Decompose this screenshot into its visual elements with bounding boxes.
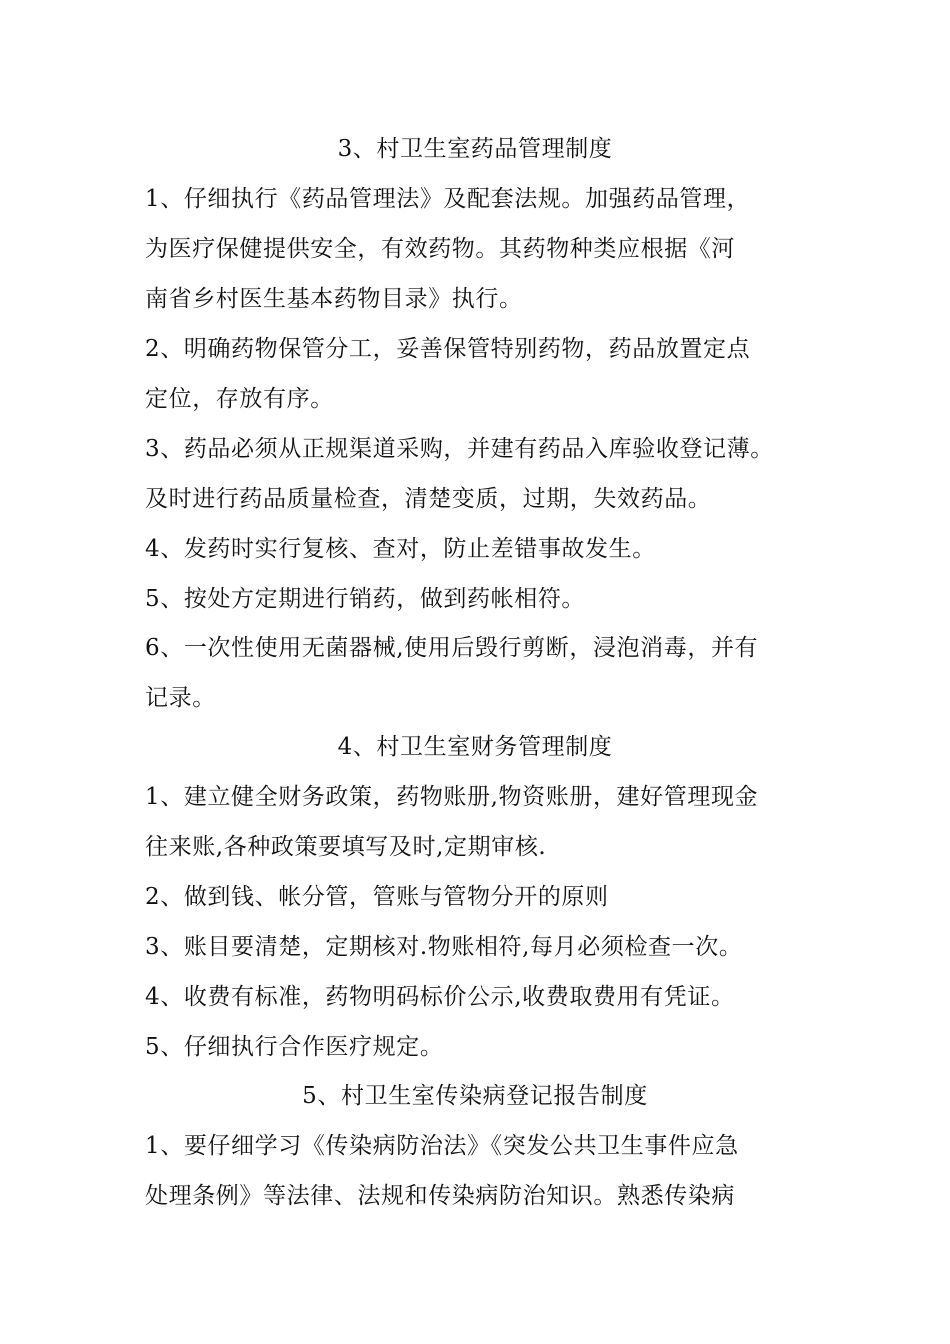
section-5-line-1: 1、要仔细学习《传染病防治法》《突发公共卫生事件应急: [145, 1133, 739, 1159]
section-3-line-1: 1、仔细执行《药品管理法》及配套法规。加强药品管理，: [145, 186, 751, 212]
section-3-line-9: 5、按处方定期进行销药，做到药帐相符。: [145, 586, 586, 612]
section-4-line-1: 1、建立健全财务政策，药物账册,物资账册，建好管理现金: [145, 784, 759, 810]
section-4-line-2: 往来账,各种政策要填写及时,定期审核.: [145, 834, 547, 860]
section-3-heading: 3、村卫生室药品管理制度: [337, 136, 613, 162]
section-4-line-5: 4、收费有标准，药物明码标价公示,收费取费用有凭证。: [145, 984, 735, 1010]
section-3-line-4: 2、明确药物保管分工，妥善保管特别药物，药品放置定点: [145, 336, 751, 362]
section-4-heading: 4、村卫生室财务管理制度: [337, 734, 613, 760]
section-3-line-7: 及时进行药品质量检查，清楚变质，过期，失效药品。: [145, 486, 712, 512]
section-4-line-4: 3、账目要清楚，定期核对.物账相符,每月必须检查一次。: [145, 934, 743, 960]
section-3-line-5: 定位，存放有序。: [145, 386, 334, 412]
section-3-line-2: 为医疗保健提供安全，有效药物。其药物种类应根据《河: [145, 236, 735, 262]
section-4-line-3: 2、做到钱、帐分管，管账与管物分开的原则: [145, 884, 609, 910]
section-3-line-6: 3、药品必须从正规渠道采购，并建有药品入库验收登记薄。: [145, 436, 774, 462]
section-5-heading: 5、村卫生室传染病登记报告制度: [302, 1083, 648, 1109]
section-3-line-11: 记录。: [145, 685, 216, 711]
section-3-line-3: 南省乡村医生基本药物目录》执行。: [145, 286, 523, 312]
section-3-line-10: 6、一次性使用无菌器械,使用后毁行剪断，浸泡消毒，并有: [145, 635, 759, 661]
section-3-line-8: 4、发药时实行复核、查对，防止差错事故发生。: [145, 536, 656, 562]
section-4-line-6: 5、仔细执行合作医疗规定。: [145, 1034, 444, 1060]
section-5-line-2: 处理条例》等法律、法规和传染病防治知识。熟悉传染病: [145, 1183, 735, 1209]
